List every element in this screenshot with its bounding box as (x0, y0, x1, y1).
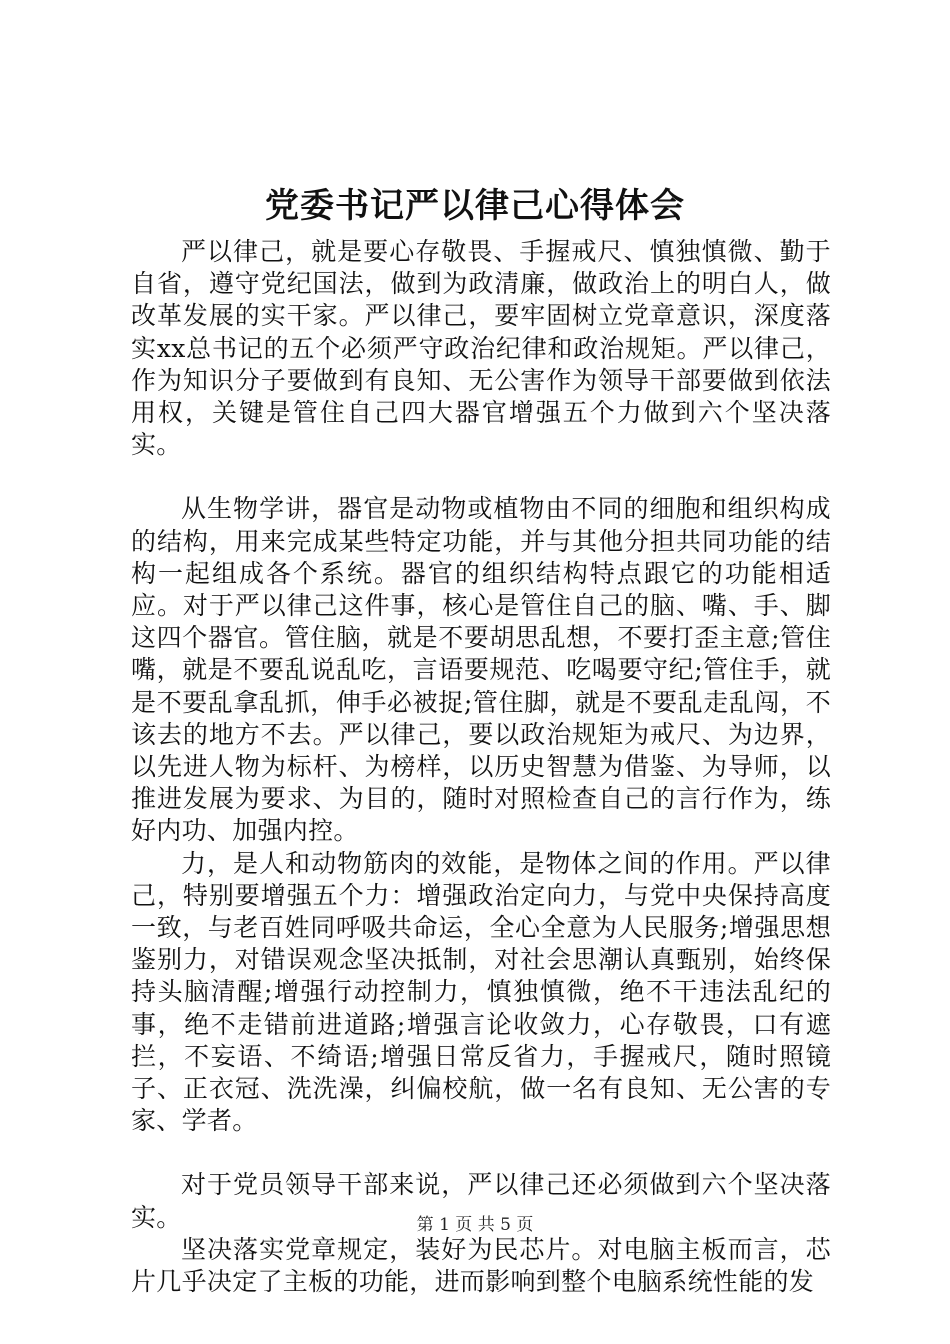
document-body (131, 236, 831, 1298)
paragraph-4: 对于党员领导干部来说，严以律己还必须做到六个坚决落实。 (131, 1170, 831, 1232)
paragraph-1: 严以律己，就是要心存敬畏、手握戒尺、慎独慎微、勤于自省，遵守党纪国法，做到为政清廉，做政治上的明白人，做改革发展的实干家。严以律己，要牢固树立党章意识，深度落实xx总书记的五个必须严守政治纪律和政治规矩。严以律己，作为知识分子要做到有良知、无公害作为领导干部要做到依法用权，关键是管住自己四大器官增强五个力做到六个坚决落实。 (131, 237, 831, 460)
document-title: 党委书记严以律己心得体会 (265, 186, 685, 226)
paragraph-3: 力，是人和动物筋肉的效能，是物体之间的作用。严以律己，特别要增强五个力：增强政治定向力，与党中央保持高度一致，与老百姓同呼吸共命运，全心全意为人民服务;增强思想鉴别力，对错误观念坚决抵制，对社会思潮认真甄别，始终保持头脑清醒;增强行动控制力，慎独慎微，绝不干违法乱纪的事，绝不走错前进道路;增强言论收敛力，心存敬畏，口有遮拦，不妄语、不绮语;增强日常反省力，手握戒尺，随时照镜子、正衣冠、洗洗澡，纠偏校航，做一名有良知、无公害的专家、学者。 (131, 848, 831, 1136)
paragraph-2: 从生物学讲，器官是动物或植物由不同的细胞和组织构成的结构，用来完成某些特定功能，并与其他分担共同功能的结构一起组成各个系统。器官的组织结构特点跟它的功能相适应。对于严以律己这件事，核心是管住自己的脑、嘴、手、脚这四个器官。管住脑，就是不要胡思乱想，不要打歪主意;管住嘴，就是不要乱说乱吃，言语要规范、吃喝要守纪;管住手，就是不要乱拿乱抓，伸手必被捉;管住脚，就是不要乱走乱闯，不该去的地方不去。严以律己，要以政治规矩为戒尺、为边界，以先进人物为标杆、为榜样，以历史智慧为借鉴、为导师，以推进发展为要求、为目的，随时对照检查自己的言行作为，练好内功、加强内控。 (131, 494, 831, 846)
page-number-footer: 第 1 页 共 5 页 (416, 1215, 534, 1235)
paragraph-spacer (131, 1137, 831, 1169)
paragraph-5: 坚决落实党章规定，装好为民芯片。对电脑主板而言，芯片几乎决定了主板的功能，进而影响到整个电脑系统性能的发 (131, 1234, 831, 1297)
paragraph-spacer (131, 461, 831, 493)
